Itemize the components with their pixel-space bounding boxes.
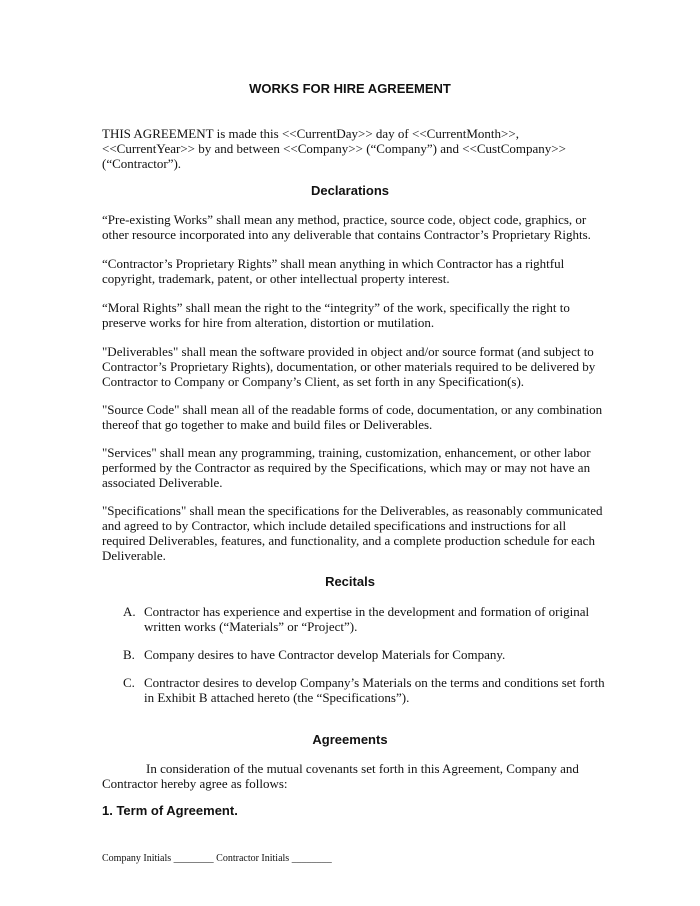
paragraph-line: “Contractor’s Proprietary Rights” shall mean anything in which Contractor has a rightful	[102, 256, 565, 271]
declarations-heading: Declarations	[310, 183, 390, 198]
recital-line: Contractor has experience and expertise in the development and formation of original	[144, 604, 590, 619]
paragraph-line: other resource incorporated into any deliverable that contains Contractor’s Proprietary Rights.	[102, 227, 591, 242]
intro-line: (“Contractor”).	[102, 156, 182, 171]
paragraph-line: “Moral Rights” shall mean the right to the “integrity” of the work, specifically the right to	[102, 300, 570, 315]
paragraph-line: "Source Code" shall mean all of the readable forms of code, documentation, or any combination	[102, 402, 603, 417]
list-marker: C.	[123, 675, 135, 690]
section-heading-term: 1. Term of Agreement.	[102, 803, 238, 818]
intro-line: <<CurrentYear>> by and between <<Company>> (“Company”) and <<CustCompany>>	[102, 141, 566, 156]
list-marker: B.	[123, 647, 135, 662]
recital-line: Contractor desires to develop Company’s Materials on the terms and conditions set forth	[144, 675, 605, 690]
paragraph-line: performed by the Contractor as required by the Specifications, which may or may not have an	[102, 460, 591, 475]
recital-line: in Exhibit B attached hereto (the “Specifications”).	[144, 690, 410, 705]
agreements-line: Contractor hereby agree as follows:	[102, 776, 288, 791]
agreements-line: In consideration of the mutual covenants set forth in this Agreement, Company and	[146, 761, 579, 776]
paragraph-line: Contractor’s Proprietary Rights), documentation, or other materials required to be delivered by	[102, 359, 596, 374]
intro-paragraph	[102, 126, 602, 171]
list-marker: A.	[123, 604, 136, 619]
paragraph-line: “Pre-existing Works” shall mean any method, practice, source code, object code, graphics, or	[102, 212, 587, 227]
definition-services	[102, 445, 602, 490]
initials-footer: Company Initials ________ Contractor Initials ________	[102, 853, 332, 864]
document-title: WORKS FOR HIRE AGREEMENT	[249, 81, 451, 96]
definition-proprietary-rights	[102, 256, 602, 286]
paragraph-line: Deliverable.	[102, 548, 166, 563]
paragraph-line: and agreed to by Contractor, which include detailed specifications and instructions for all	[102, 518, 567, 533]
paragraph-line: Contractor to Company or Company’s Client, as set forth in any Specification(s).	[102, 374, 525, 389]
paragraph-line: "Specifications" shall mean the specifications for the Deliverables, as reasonably communicated	[102, 503, 603, 518]
paragraph-line: required Deliverables, features, and functionality, and a complete production schedule for each	[102, 533, 595, 548]
definition-pre-existing-works	[102, 212, 602, 242]
definition-specifications	[102, 503, 602, 563]
paragraph-line: "Deliverables" shall mean the software provided in object and/or source format (and subject to	[102, 344, 594, 359]
recitals-heading: Recitals	[325, 574, 375, 589]
definition-moral-rights	[102, 300, 602, 330]
paragraph-line: associated Deliverable.	[102, 475, 223, 490]
definition-source-code	[102, 402, 602, 432]
paragraph-line: thereof that go together to make and build files or Deliverables.	[102, 417, 433, 432]
paragraph-line: preserve works for hire from alteration, distortion or mutilation.	[102, 315, 435, 330]
intro-line: THIS AGREEMENT is made this <<CurrentDay>> day of <<CurrentMonth>>,	[102, 126, 519, 141]
definition-deliverables	[102, 344, 602, 389]
paragraph-line: "Services" shall mean any programming, training, customization, enhancement, or other labor	[102, 445, 591, 460]
recital-line: Company desires to have Contractor develop Materials for Company.	[144, 647, 506, 662]
agreements-heading: Agreements	[312, 732, 388, 747]
paragraph-line: copyright, trademark, patent, or other intellectual property interest.	[102, 271, 450, 286]
recital-line: written works (“Materials” or “Project”).	[144, 619, 358, 634]
